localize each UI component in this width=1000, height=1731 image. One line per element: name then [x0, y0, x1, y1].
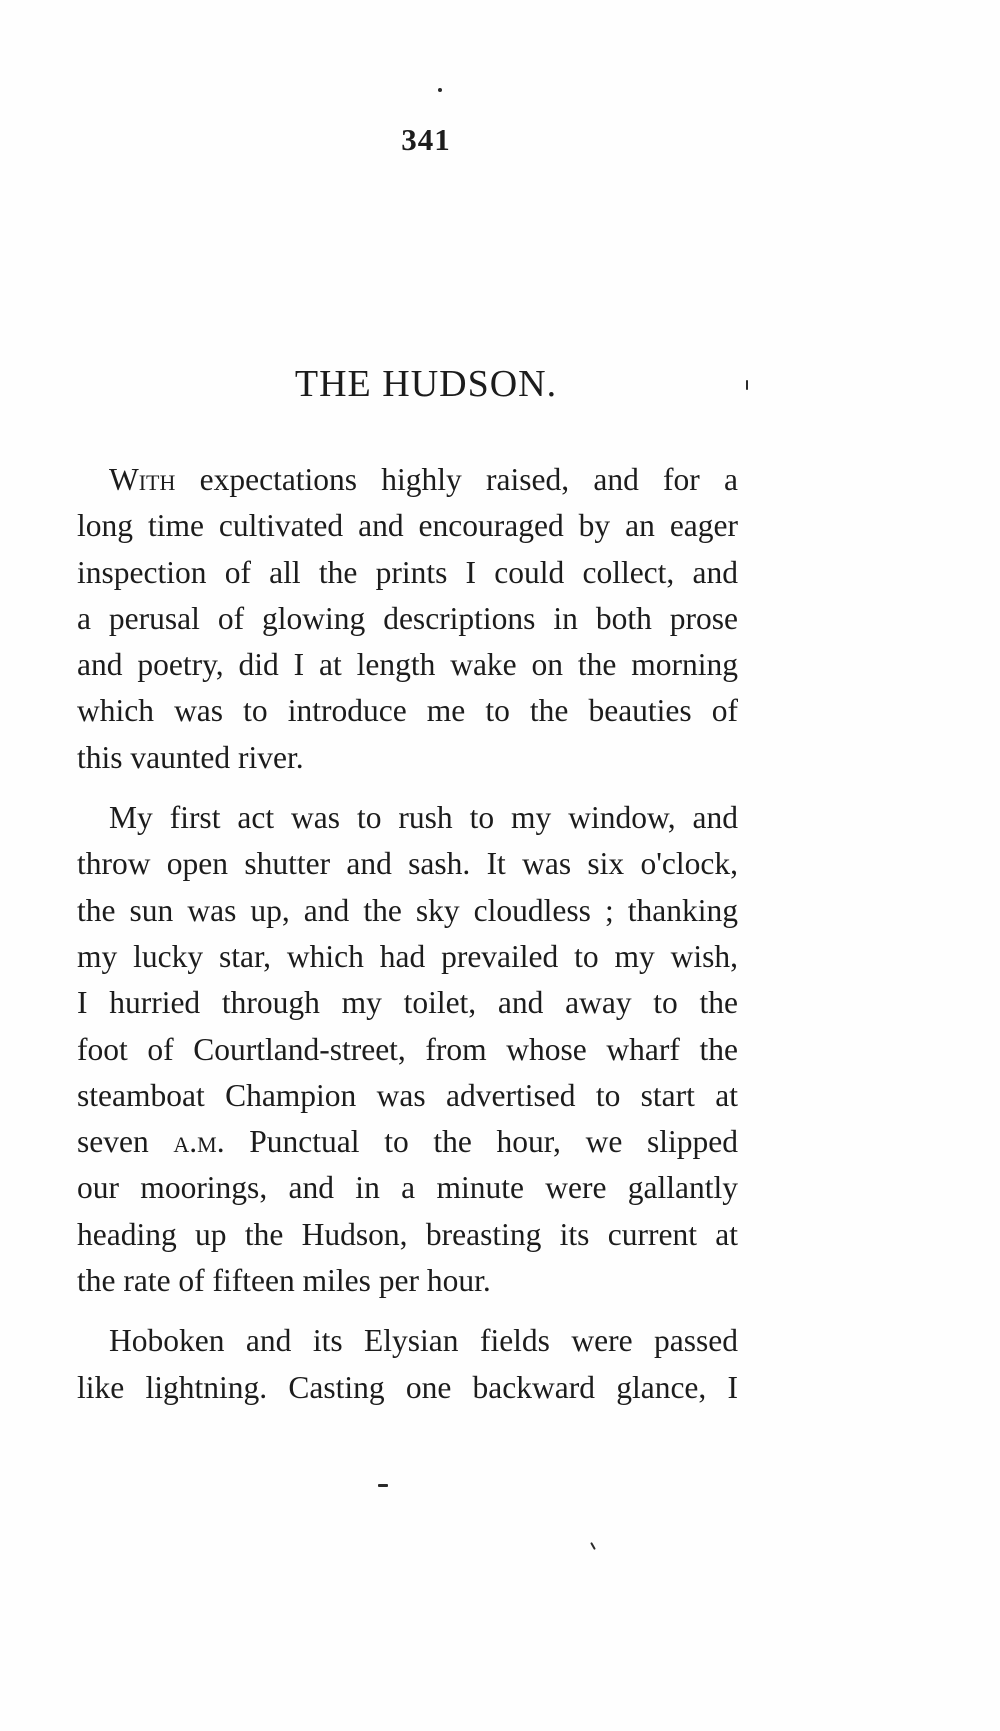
text-line: throw open shutter and sash. It was six o'clock,	[77, 846, 738, 882]
text-line: this vaunted river.	[77, 739, 304, 775]
body-text	[77, 457, 738, 1425]
text-line: seven a.m. Punctual to the hour, we slipped	[77, 1124, 738, 1160]
ink-speck	[438, 88, 442, 92]
page-number: 341	[401, 122, 451, 157]
text-line: I hurried through my toilet, and away to the	[77, 985, 738, 1021]
text-line: a perusal of glowing descriptions in both prose	[77, 600, 738, 636]
text-line: our moorings, and in a minute were gallantly	[77, 1170, 738, 1206]
ink-speck	[590, 1542, 596, 1550]
text-line: My first act was to rush to my window, and	[109, 800, 738, 836]
text-line: and poetry, did I at length wake on the morning	[77, 647, 738, 683]
text-line: steamboat Champion was advertised to start at	[77, 1077, 738, 1113]
chapter-title: THE HUDSON.	[294, 363, 558, 405]
time-abbreviation: a.m.	[173, 1124, 225, 1160]
text-line: Hoboken and its Elysian fields were passed	[109, 1323, 738, 1359]
text-line: the rate of fifteen miles per hour.	[77, 1263, 491, 1299]
text-line: inspection of all the prints I could collect, and	[77, 554, 738, 590]
paragraph-3	[77, 1318, 738, 1411]
ink-speck	[378, 1484, 388, 1487]
opening-word: With	[109, 462, 176, 497]
text-line: With expectations highly raised, and for a	[109, 462, 738, 497]
text-line: my lucky star, which had prevailed to my wish,	[77, 938, 738, 974]
text-line: long time cultivated and encouraged by an eager	[77, 508, 738, 544]
text-line: which was to introduce me to the beauties of	[77, 693, 738, 729]
paragraph-2	[77, 795, 738, 1304]
text-line: the sun was up, and the sky cloudless ; thanking	[77, 892, 738, 928]
text-line: foot of Courtland-street, from whose wharf the	[77, 1031, 738, 1067]
paragraph-1	[77, 457, 738, 781]
text-line: heading up the Hudson, breasting its current at	[77, 1216, 738, 1252]
text-line: like lightning. Casting one backward glance, I	[77, 1369, 738, 1405]
